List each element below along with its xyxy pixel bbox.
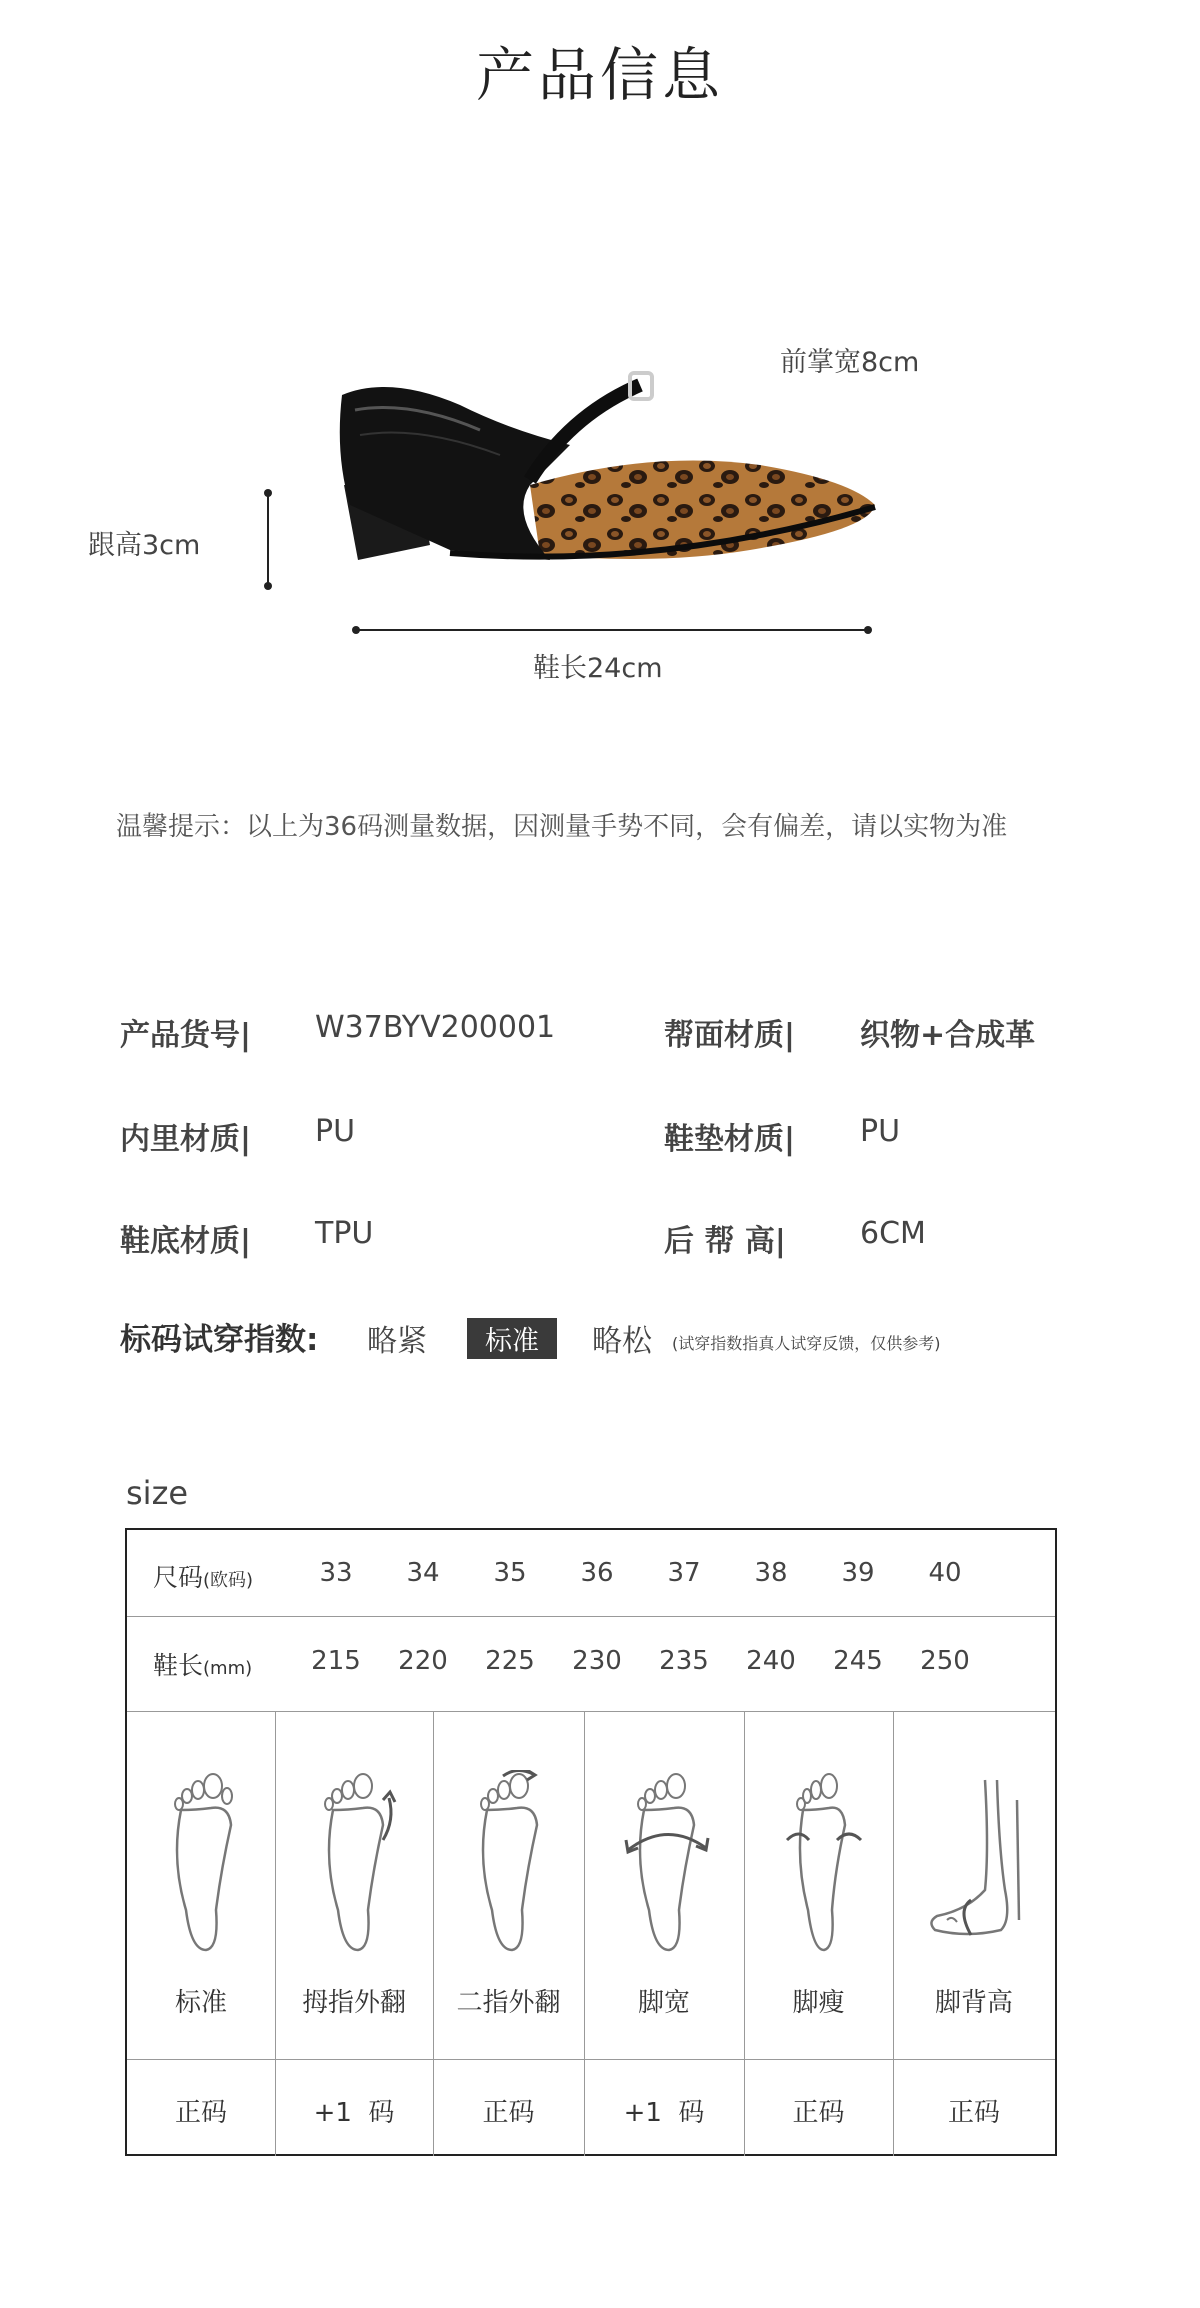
size-advice: +1 码 xyxy=(623,2098,705,2128)
size-advice: 正码 xyxy=(947,2098,1000,2128)
length-cell: 235 xyxy=(659,1646,709,1676)
foot-type-label: 标准 xyxy=(174,1988,227,2018)
upper-material-value: 织物+合成革 xyxy=(860,1018,1036,1053)
size-cell: 38 xyxy=(754,1558,788,1588)
sole-material-value: TPU xyxy=(315,1216,374,1251)
column-divider xyxy=(433,1712,434,2156)
size-advice: +1 码 xyxy=(313,2098,395,2128)
size-cell: 35 xyxy=(493,1558,527,1588)
foot-second-toe-icon xyxy=(467,1770,557,1960)
foot-type-label: 脚宽 xyxy=(637,1988,690,2018)
heel-height-marker xyxy=(258,488,278,592)
length-cell: 220 xyxy=(398,1646,448,1676)
shoe-length-label: 鞋长24cm xyxy=(533,653,663,684)
size-cell: 37 xyxy=(667,1558,701,1588)
foot-bunion-icon xyxy=(313,1770,403,1960)
foot-type-label: 拇指外翻 xyxy=(301,1988,406,2018)
heel-counter-label: 后 帮 高| xyxy=(664,1224,786,1259)
size-row-title: 尺码 xyxy=(153,1563,204,1592)
foot-standard-icon xyxy=(161,1770,241,1960)
size-cell: 40 xyxy=(928,1558,962,1588)
size-cell: 36 xyxy=(580,1558,614,1588)
size-cell: 39 xyxy=(841,1558,875,1588)
column-divider xyxy=(275,1712,276,2156)
insole-material-label: 鞋垫材质| xyxy=(664,1122,795,1157)
foot-narrow-icon xyxy=(779,1770,869,1960)
length-row-label xyxy=(153,1646,252,1682)
length-cell: 225 xyxy=(485,1646,535,1676)
foot-wide-icon xyxy=(622,1770,712,1960)
size-table xyxy=(125,1528,1057,2156)
length-row-unit: (mm) xyxy=(203,1658,253,1679)
row-divider xyxy=(127,2059,1055,2060)
size-row-unit: (欧码) xyxy=(203,1570,254,1591)
upper-material-label: 帮面材质| xyxy=(664,1018,795,1053)
foot-type-label: 二指外翻 xyxy=(456,1988,561,2018)
foot-type-label: 脚背高 xyxy=(934,1988,1013,2018)
size-cell: 34 xyxy=(406,1558,440,1588)
foot-type-label: 脚瘦 xyxy=(792,1988,845,2018)
measurement-notice: 温馨提示：以上为36码测量数据，因测量手势不同，会有偏差，请以实物为准 xyxy=(116,812,1008,842)
item-no-label: 产品货号| xyxy=(120,1018,251,1053)
length-cell: 215 xyxy=(311,1646,361,1676)
insole-material-value: PU xyxy=(860,1114,901,1149)
forefoot-width-label: 前掌宽8cm xyxy=(780,347,920,378)
fit-option-loose: 略松 xyxy=(592,1324,652,1359)
foot-high-instep-icon xyxy=(927,1770,1037,1960)
length-row-title: 鞋长 xyxy=(153,1651,204,1680)
column-divider xyxy=(893,1712,894,2156)
length-cell: 240 xyxy=(746,1646,796,1676)
heel-height-label: 跟高3cm xyxy=(88,530,201,561)
shoe-image xyxy=(330,355,890,585)
row-divider xyxy=(127,1616,1055,1617)
shoe-length-marker xyxy=(350,620,874,640)
fit-note: (试穿指数指真人试穿反馈，仅供参考) xyxy=(672,1334,941,1353)
size-heading: size xyxy=(126,1474,189,1512)
fit-option-tight: 略紧 xyxy=(367,1324,427,1359)
column-divider xyxy=(744,1712,745,2156)
size-row-label xyxy=(153,1558,253,1594)
heel-counter-value: 6CM xyxy=(860,1216,926,1251)
page-title: 产品信息 xyxy=(475,41,724,109)
length-cell: 230 xyxy=(572,1646,622,1676)
length-cell: 250 xyxy=(920,1646,970,1676)
length-cell: 245 xyxy=(833,1646,883,1676)
lining-material-label: 内里材质| xyxy=(120,1122,251,1157)
size-cell: 33 xyxy=(319,1558,353,1588)
size-advice: 正码 xyxy=(792,2098,845,2128)
lining-material-value: PU xyxy=(315,1114,356,1149)
fit-option-standard-selected: 标准 xyxy=(467,1318,557,1359)
fit-index-label: 标码试穿指数: xyxy=(120,1322,319,1358)
size-advice: 正码 xyxy=(174,2098,227,2128)
item-no-value: W37BYV200001 xyxy=(315,1010,556,1045)
size-advice: 正码 xyxy=(482,2098,535,2128)
row-divider xyxy=(127,1711,1055,1712)
column-divider xyxy=(584,1712,585,2156)
sole-material-label: 鞋底材质| xyxy=(120,1224,251,1259)
